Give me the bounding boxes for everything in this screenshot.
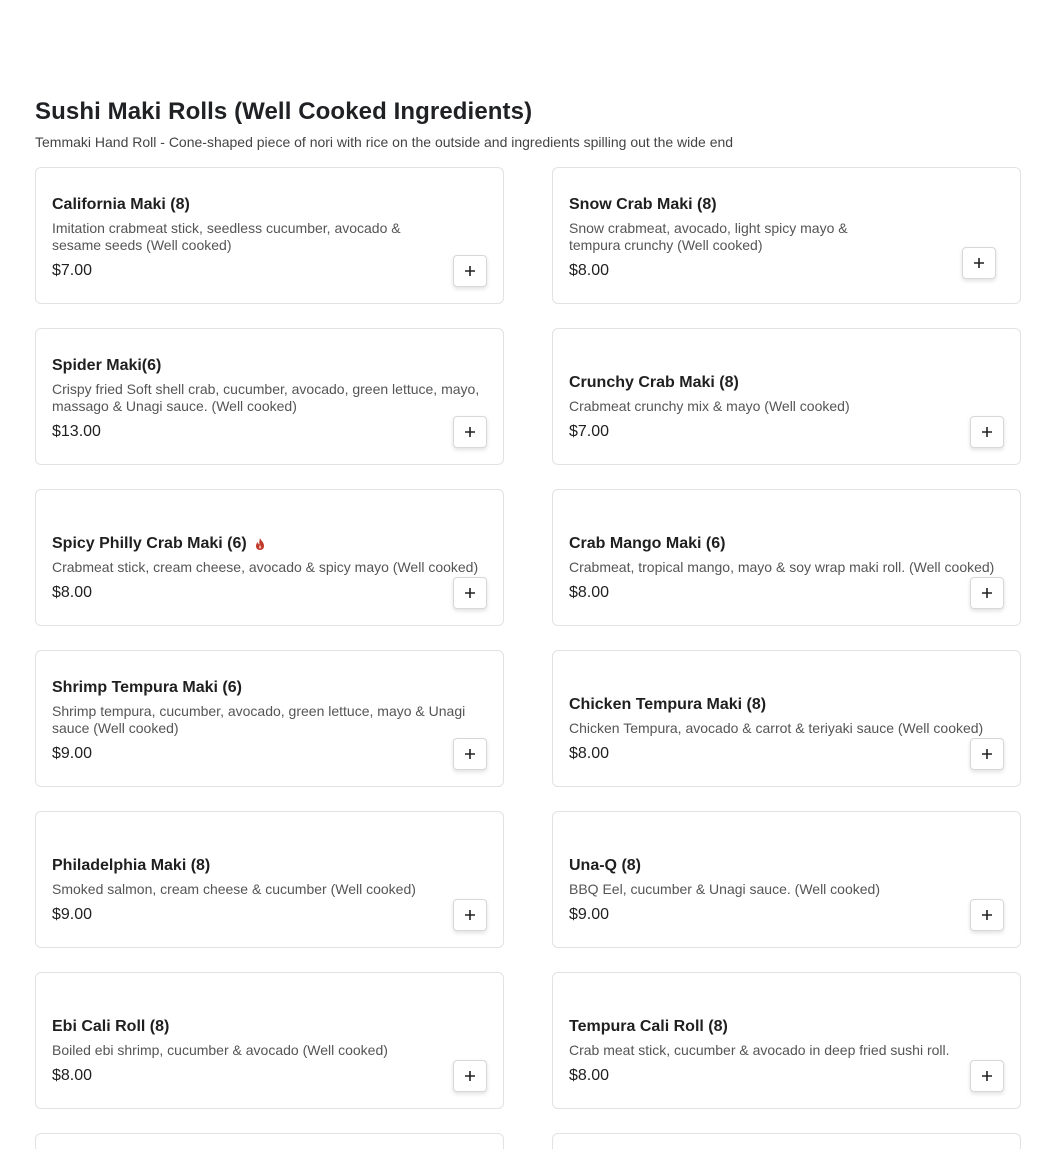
add-item-button[interactable] [453, 416, 487, 448]
item-name: Shrimp Tempura Maki (6) [52, 679, 242, 696]
section-description: Temmaki Hand Roll - Cone-shaped piece of nori with rice on the outside and ingredients spilling out the wide end [35, 134, 734, 150]
menu-item-info [52, 195, 443, 281]
item-name: Crunchy Crab Maki (8) [569, 374, 739, 391]
plus-icon [464, 909, 476, 921]
item-price: $9.00 [52, 906, 93, 923]
item-price: $9.00 [52, 745, 93, 762]
plus-icon [981, 426, 993, 438]
item-description: Imitation crabmeat stick, seedless cucumber, avocado & sesame seeds (Well cooked) [52, 220, 401, 253]
plus-icon [464, 748, 476, 760]
plus-icon [464, 265, 476, 277]
menu-item-card[interactable] [552, 811, 1021, 948]
menu-item-card[interactable] [552, 1133, 1021, 1149]
add-item-button[interactable] [970, 1060, 1004, 1092]
item-price: $7.00 [569, 423, 610, 440]
item-description: Shrimp tempura, cucumber, avocado, green lettuce, mayo & Unagi sauce (Well cooked) [52, 703, 466, 736]
item-price: $9.00 [569, 906, 610, 923]
item-price: $8.00 [569, 745, 610, 762]
menu-item-info [569, 373, 960, 442]
menu-item-card[interactable] [552, 972, 1021, 1109]
plus-icon [981, 909, 993, 921]
item-name: Tempura Cali Roll (8) [569, 1018, 728, 1035]
item-price: $8.00 [52, 584, 93, 601]
menu-item-info [569, 534, 998, 603]
item-name: Una-Q (8) [569, 857, 641, 874]
menu-item-info [52, 1017, 443, 1086]
add-item-button[interactable] [453, 577, 487, 609]
item-description: BBQ Eel, cucumber & Unagi sauce. (Well cooked) [569, 881, 880, 897]
item-description: Crabmeat stick, cream cheese, avocado & spicy mayo (Well cooked) [52, 559, 479, 575]
menu-item-info [569, 1017, 960, 1086]
item-name: Crab Mango Maki (6) [569, 535, 726, 552]
menu-item-info [569, 856, 960, 925]
add-item-button[interactable] [970, 577, 1004, 609]
menu-item-info [52, 856, 443, 925]
item-name: California Maki (8) [52, 196, 190, 213]
menu-item-card[interactable] [552, 489, 1021, 626]
menu-item-card[interactable] [35, 811, 504, 948]
menu-item-card[interactable] [35, 328, 504, 465]
item-price: $13.00 [52, 423, 101, 440]
add-item-button[interactable] [453, 1060, 487, 1092]
item-price: $8.00 [569, 1067, 610, 1084]
plus-icon [464, 426, 476, 438]
plus-icon [464, 1070, 476, 1082]
menu-item-card[interactable] [552, 167, 1021, 304]
item-price: $8.00 [569, 262, 610, 279]
item-name: Philadelphia Maki (8) [52, 857, 211, 874]
item-description: Crabmeat, tropical mango, mayo & soy wrap maki roll. (Well cooked) [569, 559, 995, 575]
menu-item-info [52, 356, 481, 442]
menu-item-card[interactable] [35, 489, 504, 626]
item-name-row [52, 534, 481, 554]
menu-item-info [569, 695, 998, 764]
menu-item-info [52, 678, 481, 764]
add-item-button[interactable] [453, 738, 487, 770]
menu-item-info [52, 534, 481, 603]
item-price: $7.00 [52, 262, 93, 279]
add-item-button[interactable] [453, 255, 487, 287]
plus-icon [464, 587, 476, 599]
add-item-button[interactable] [970, 416, 1004, 448]
item-description: Crab meat stick, cucumber & avocado in deep fried sushi roll. [569, 1042, 950, 1058]
item-price: $8.00 [52, 1067, 93, 1084]
item-name: Spider Maki(6) [52, 357, 162, 374]
item-description: Smoked salmon, cream cheese & cucumber (Well cooked) [52, 881, 416, 897]
item-description: Boiled ebi shrimp, cucumber & avocado (Well cooked) [52, 1042, 388, 1058]
item-description: Chicken Tempura, avocado & carrot & teriyaki sauce (Well cooked) [569, 720, 984, 736]
menu-item-card[interactable] [35, 167, 504, 304]
plus-icon [981, 587, 993, 599]
item-description: Snow crabmeat, avocado, light spicy mayo & tempura crunchy (Well cooked) [569, 220, 848, 253]
add-item-button[interactable] [962, 247, 996, 279]
item-name: Snow Crab Maki (8) [569, 196, 717, 213]
item-description: Crabmeat crunchy mix & mayo (Well cooked) [569, 398, 850, 414]
menu-item-card[interactable] [35, 650, 504, 787]
menu-item-card[interactable] [35, 972, 504, 1109]
item-name: Chicken Tempura Maki (8) [569, 696, 767, 713]
menu-item-card[interactable] [35, 1133, 504, 1149]
add-item-button[interactable] [453, 899, 487, 931]
menu-item-info [569, 195, 890, 281]
item-description: Crispy fried Soft shell crab, cucumber, avocado, green lettuce, mayo, massago & Unagi sauce. (Well cooked) [52, 381, 480, 414]
add-item-button[interactable] [970, 899, 1004, 931]
flame-icon [253, 537, 267, 551]
section-title: Sushi Maki Rolls (Well Cooked Ingredients) [35, 98, 533, 125]
item-name: Ebi Cali Roll (8) [52, 1018, 170, 1035]
plus-icon [973, 257, 985, 269]
menu-item-card[interactable] [552, 650, 1021, 787]
plus-icon [981, 748, 993, 760]
item-price: $8.00 [569, 584, 610, 601]
add-item-button[interactable] [970, 738, 1004, 770]
menu-item-card[interactable] [552, 328, 1021, 465]
plus-icon [981, 1070, 993, 1082]
item-name: Spicy Philly Crab Maki (6) [52, 535, 247, 552]
menu-section-header [35, 97, 1021, 151]
